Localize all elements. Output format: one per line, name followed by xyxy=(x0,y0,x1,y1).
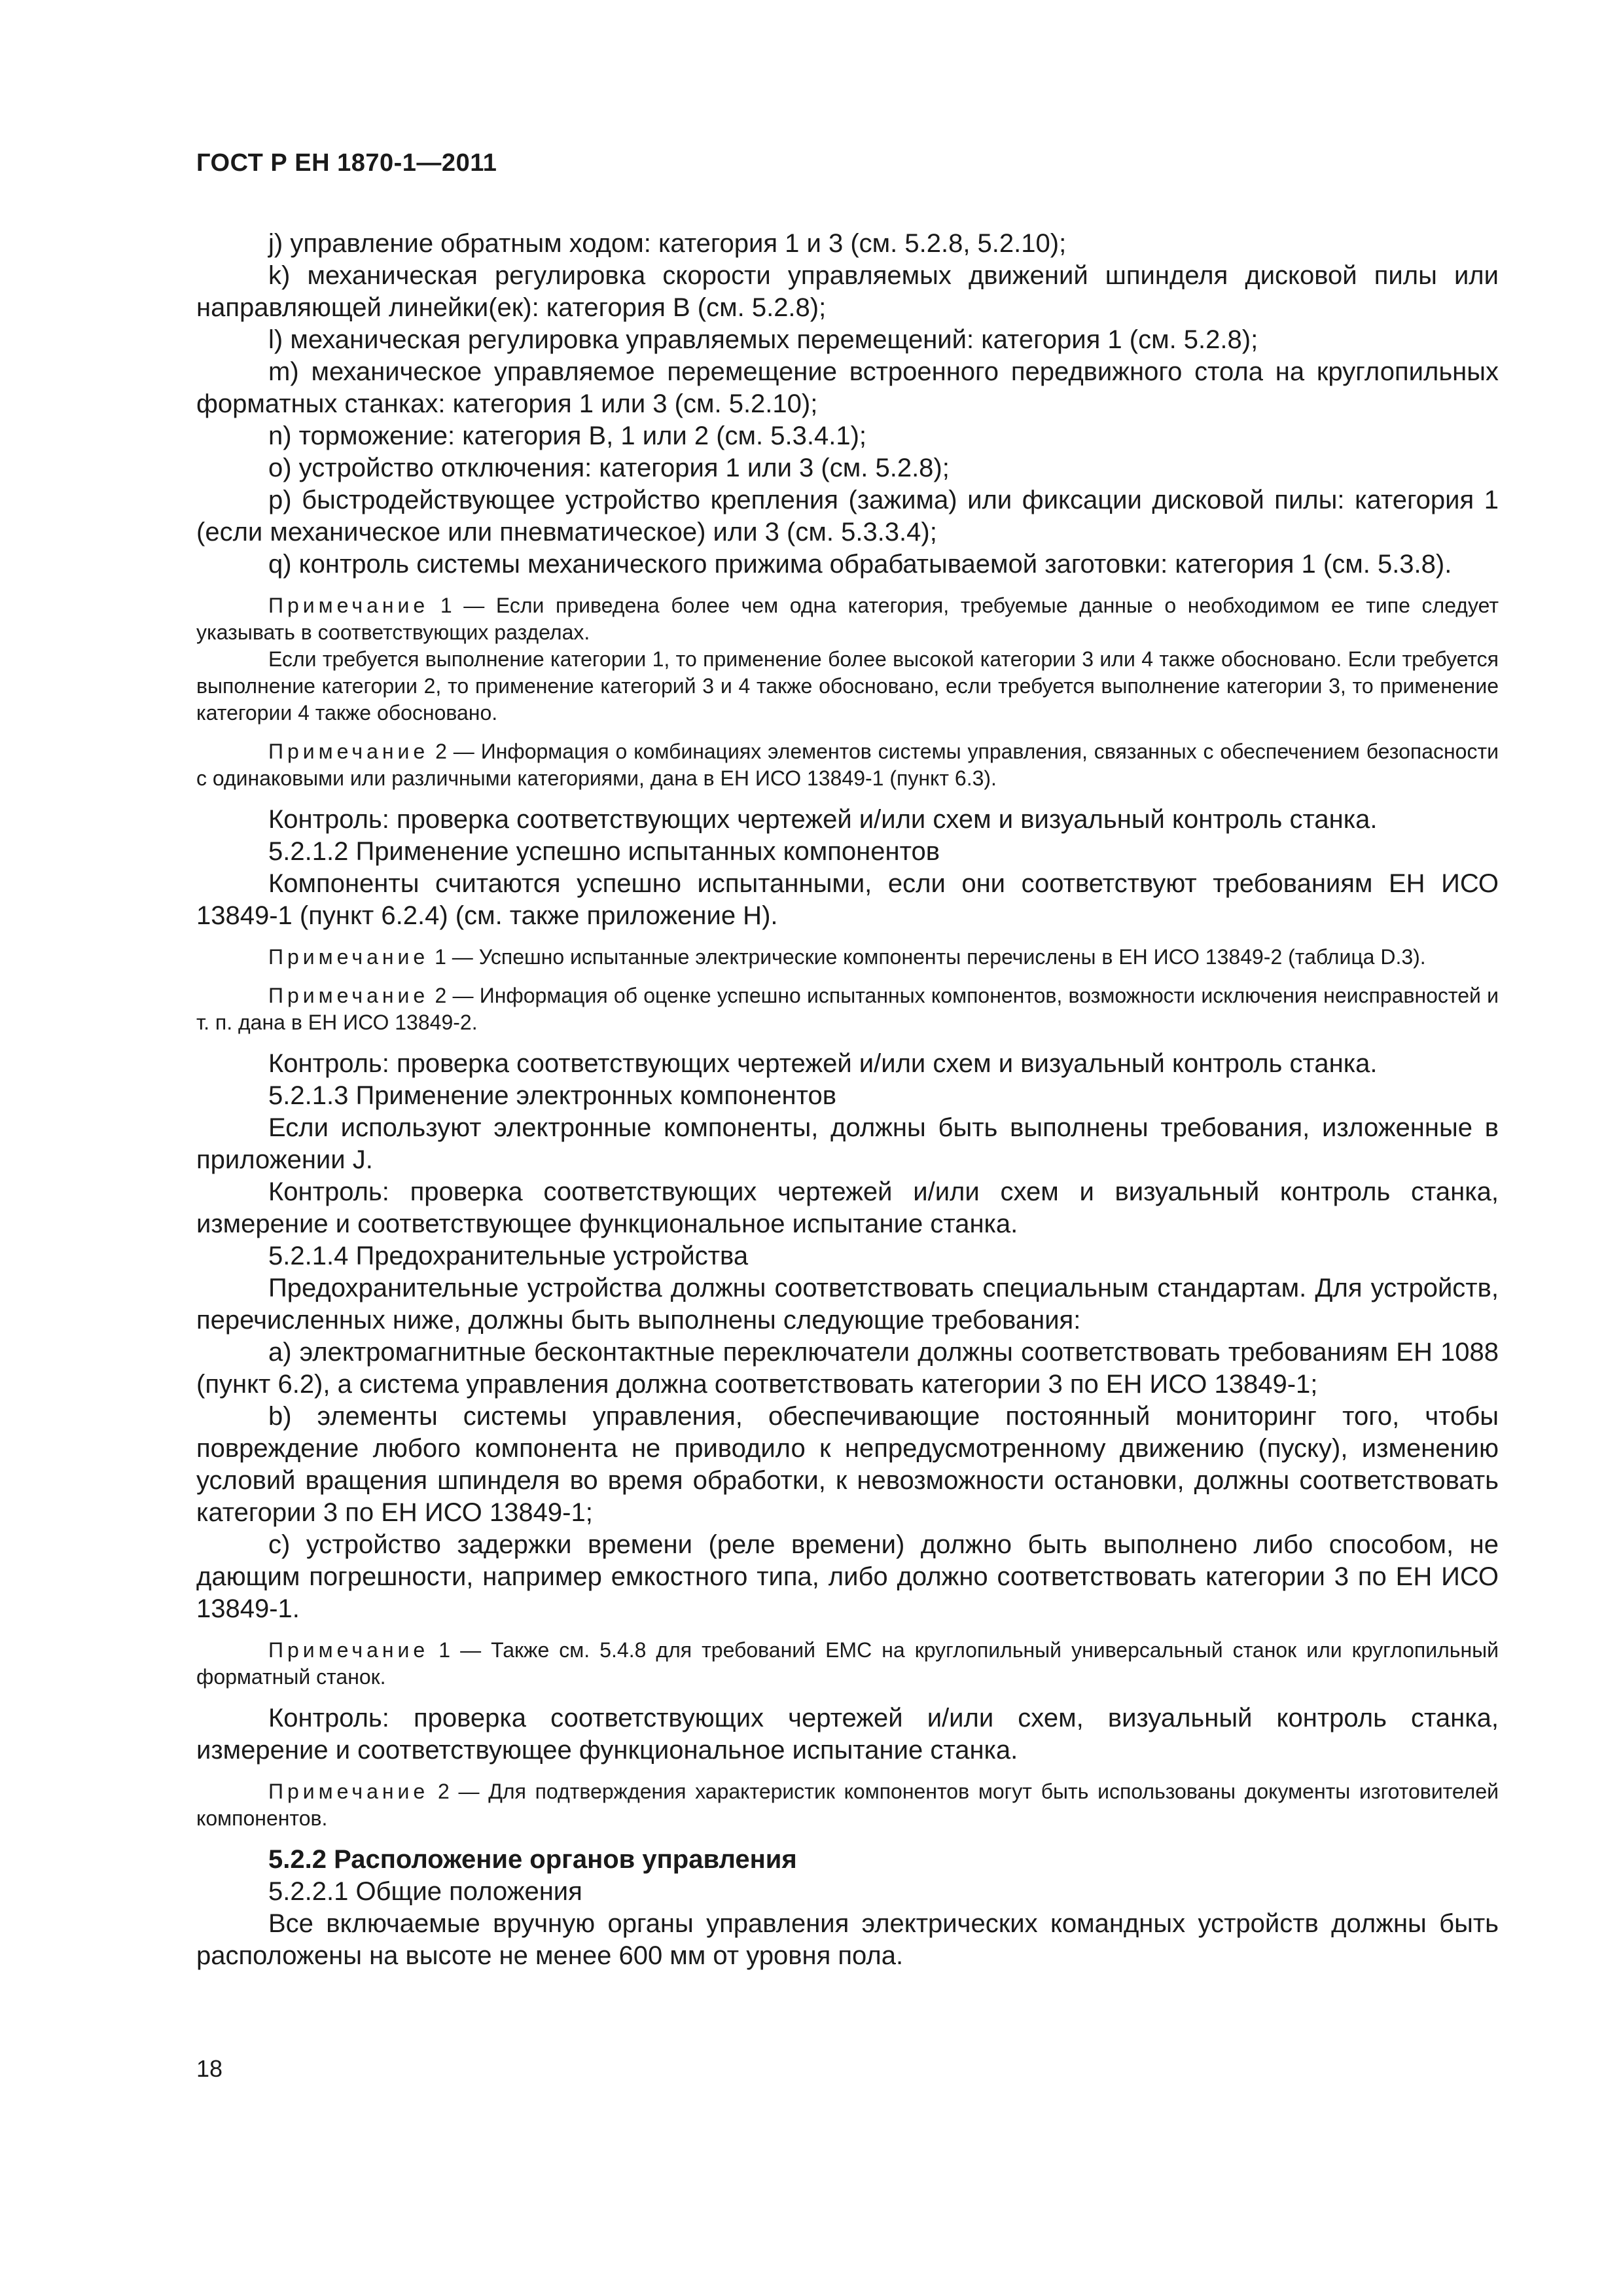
note-label: Примечание xyxy=(268,984,429,1007)
note-text: 2 — Информация об оценке успешно испытанных компонентов, возможности исключения неисправностей и т. п. дана в ЕН ИСО 13849-2. xyxy=(196,984,1499,1034)
list-item-b: b) элементы системы управления, обеспечивающие постоянный мониторинг того, чтобы повреждение любого компонента не приводило к непредусмотренному движению (пуску), изменению условий вращения шпинделя во время обработки, к невозможности остановки, должны соответствовать категории 3 по ЕН ИСО 13849-1; xyxy=(196,1402,1499,1527)
list-item-a: а) электромагнитные бесконтактные переключатели должны соответствовать требованиям ЕН 1088 (пункт 6.2), а система управления должна соответствовать категории 3 по ЕН ИСО 13849-1; xyxy=(196,1338,1499,1399)
control-paragraph: Контроль: проверка соответствующих чертежей и/или схем и визуальный контроль станка, измерение и соответствующее функциональное испытание станка. xyxy=(196,1177,1499,1238)
list-item-q: q) контроль системы механического прижима обрабатываемой заготовки: категория 1 (см. 5.3.8). xyxy=(268,550,1452,579)
note-1 xyxy=(196,592,1499,646)
list-item-o: о) устройство отключения: категория 1 или 3 (см. 5.2.8); xyxy=(268,454,950,482)
note-1 xyxy=(196,1637,1499,1691)
list-item-m: m) механическое управляемое перемещение встроенного передвижного стола на круглопильных форматных станках: категория 1 или 3 (см. 5.2.10); xyxy=(196,357,1499,418)
note-2 xyxy=(196,982,1499,1036)
note-label: Примечание xyxy=(268,1638,429,1662)
list-item-k: k) механическая регулировка скорости управляемых движений шпинделя дисковой пилы или направляющей линейки(ек): категория В (см. 5.2.8); xyxy=(196,261,1499,322)
paragraph: Предохранительные устройства должны соответствовать специальным стандартам. Для устройств, перечисленных ниже, должны быть выполнены следующие требования: xyxy=(196,1274,1499,1335)
paragraph: Если используют электронные компоненты, должны быть выполнены требования, изложенные в приложении J. xyxy=(196,1113,1499,1174)
section-heading-5-2-1-4: 5.2.1.4 Предохранительные устройства xyxy=(268,1242,749,1270)
page-header-title: ГОСТ Р ЕН 1870-1—2011 xyxy=(196,149,497,177)
note-1-continuation: Если требуется выполнение категории 1, то применение более высокой категории 3 или 4 также обосновано. Если требуется выполнение категории 2, то применение категорий 3 и 4 также обосновано, если требуется выполнение категории 3, то применение категории 4 также обосновано. xyxy=(196,647,1499,725)
section-heading-5-2-1-2: 5.2.1.2 Применение успешно испытанных компонентов xyxy=(268,837,940,866)
note-label: Примечание xyxy=(268,594,429,617)
control-paragraph: Контроль: проверка соответствующих чертежей и/или схем, визуальный контроль станка, измерение и соответствующее функциональное испытание станка. xyxy=(196,1704,1499,1765)
note-text: 1 — Если приведена более чем одна категория, требуемые данные о необходимом ее типе следует указывать в соответствующих разделах. xyxy=(196,594,1499,644)
note-2 xyxy=(196,738,1499,792)
list-item-j: j) управление обратным ходом: категория 1 и 3 (см. 5.2.8, 5.2.10); xyxy=(268,229,1067,258)
note-2 xyxy=(196,1778,1499,1832)
list-item-l: l) механическая регулировка управляемых перемещений: категория 1 (см. 5.2.8); xyxy=(268,325,1258,354)
note-label: Примечание xyxy=(268,945,429,969)
note-1 xyxy=(196,944,1499,971)
note-text: 2 — Для подтверждения характеристик компонентов могут быть использованы документы изготовителей компонентов. xyxy=(196,1780,1499,1830)
section-heading-5-2-1-3: 5.2.1.3 Применение электронных компонентов xyxy=(268,1081,836,1110)
document-body xyxy=(196,228,1499,1972)
control-paragraph: Контроль: проверка соответствующих чертежей и/или схем и визуальный контроль станка. xyxy=(268,805,1378,834)
list-item-n: n) торможение: категория В, 1 или 2 (см. 5.3.4.1); xyxy=(268,422,867,450)
list-item-p: р) быстродействующее устройство крепления (зажима) или фиксации дисковой пилы: категория 1 (если механическое или пневматическое) или 3 (см. 5.3.3.4); xyxy=(196,486,1499,547)
list-item-c: с) устройство задержки времени (реле времени) должно быть выполнено либо способом, не дающим погрешности, например емкостного типа, либо должно соответствовать категории 3 по ЕН ИСО 13849-1. xyxy=(196,1530,1499,1623)
paragraph: Все включаемые вручную органы управления электрических командных устройств должны быть расположены на высоте не менее 600 мм от уровня пола. xyxy=(196,1909,1499,1970)
section-heading-5-2-2: 5.2.2 Расположение органов управления xyxy=(268,1845,797,1874)
note-text: 1 — Также см. 5.4.8 для требований ЕМС на круглопильный универсальный станок или круглопильный форматный станок. xyxy=(196,1638,1499,1689)
note-label: Примечание xyxy=(268,740,429,763)
control-paragraph: Контроль: проверка соответствующих чертежей и/или схем и визуальный контроль станка. xyxy=(268,1049,1378,1078)
page-number: 18 xyxy=(196,2055,223,2082)
note-text: 2 — Информация о комбинациях элементов системы управления, связанных с обеспечением безопасности с одинаковыми или различными категориями, дана в ЕН ИСО 13849-1 (пункт 6.3). xyxy=(196,740,1499,790)
note-label: Примечание xyxy=(268,1780,429,1803)
note-text: 1 — Успешно испытанные электрические компоненты перечислены в ЕН ИСО 13849-2 (таблица D.3). xyxy=(429,945,1426,969)
paragraph: Компоненты считаются успешно испытанными, если они соответствуют требованиям ЕН ИСО 13849-1 (пункт 6.2.4) (см. также приложение Н). xyxy=(196,869,1499,930)
section-heading-5-2-2-1: 5.2.2.1 Общие положения xyxy=(268,1877,582,1906)
